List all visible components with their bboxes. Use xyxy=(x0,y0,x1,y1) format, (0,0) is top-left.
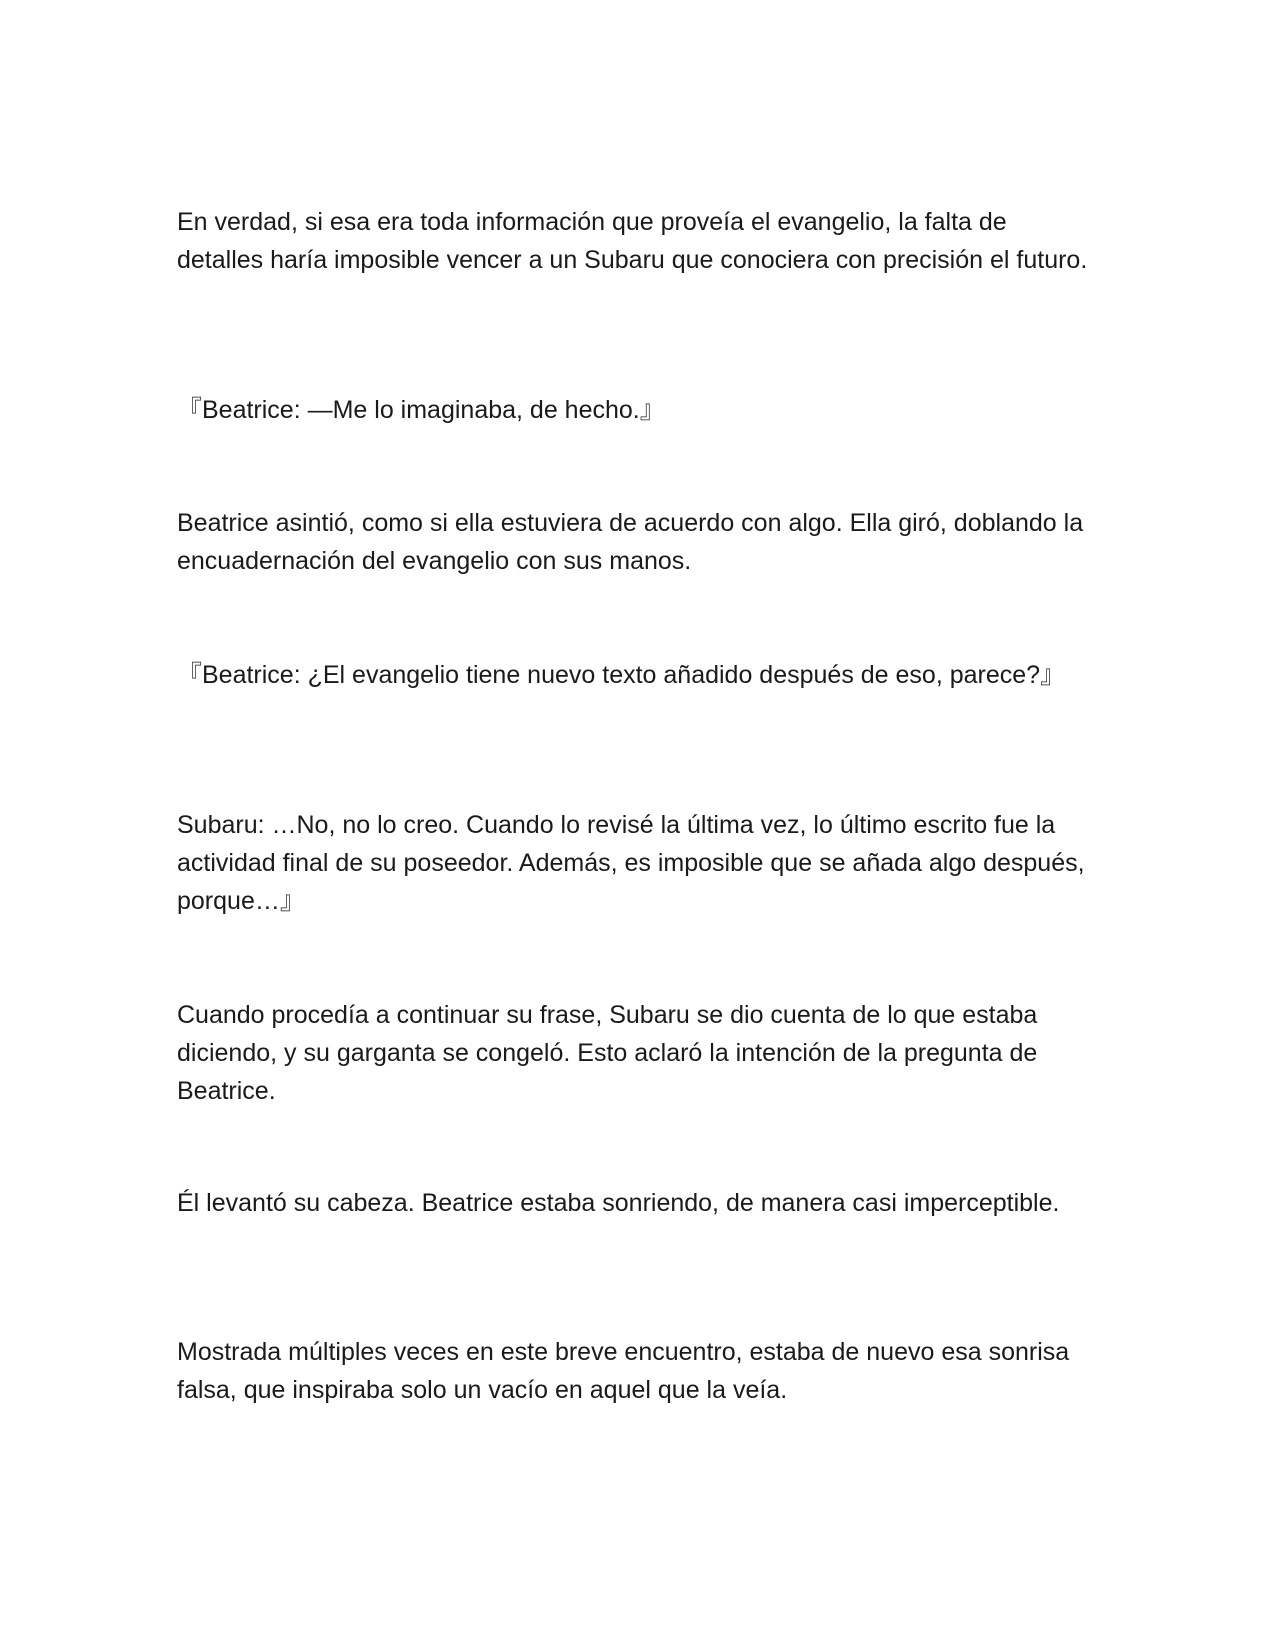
paragraph-narration-3: Cuando procedía a continuar su frase, Subaru se dio cuenta de lo que estaba diciendo, y su garganta se congeló. Esto aclaró la intención de la pregunta de Beatrice. xyxy=(177,1001,1038,1105)
paragraph-narration-5: Mostrada múltiples veces en este breve encuentro, estaba de nuevo esa sonrisa falsa, que inspiraba solo un vacío en aquel que la veía. xyxy=(177,1338,1070,1404)
paragraph-narration-1: En verdad, si esa era toda información que proveía el evangelio, la falta de detalles haría imposible vencer a un Subaru que conociera con precisión el futuro. xyxy=(177,208,1088,274)
paragraph-narration-4: Él levantó su cabeza. Beatrice estaba sonriendo, de manera casi imperceptible. xyxy=(177,1189,1060,1217)
paragraph-dialogue-beatrice-1: 『Beatrice: —Me lo imaginaba, de hecho.』 xyxy=(177,396,665,424)
paragraph-dialogue-subaru: Subaru: …No, no lo creo. Cuando lo revisé la última vez, lo último escrito fue la actividad final de su poseedor. Además, es imposible que se añada algo después, porque…』 xyxy=(177,811,1085,915)
paragraph-narration-2: Beatrice asintió, como si ella estuviera de acuerdo con algo. Ella giró, doblando la encuadernación del evangelio con sus manos. xyxy=(177,509,1084,575)
paragraph-dialogue-beatrice-2: 『Beatrice: ¿El evangelio tiene nuevo texto añadido después de eso, parece?』 xyxy=(177,661,1066,689)
